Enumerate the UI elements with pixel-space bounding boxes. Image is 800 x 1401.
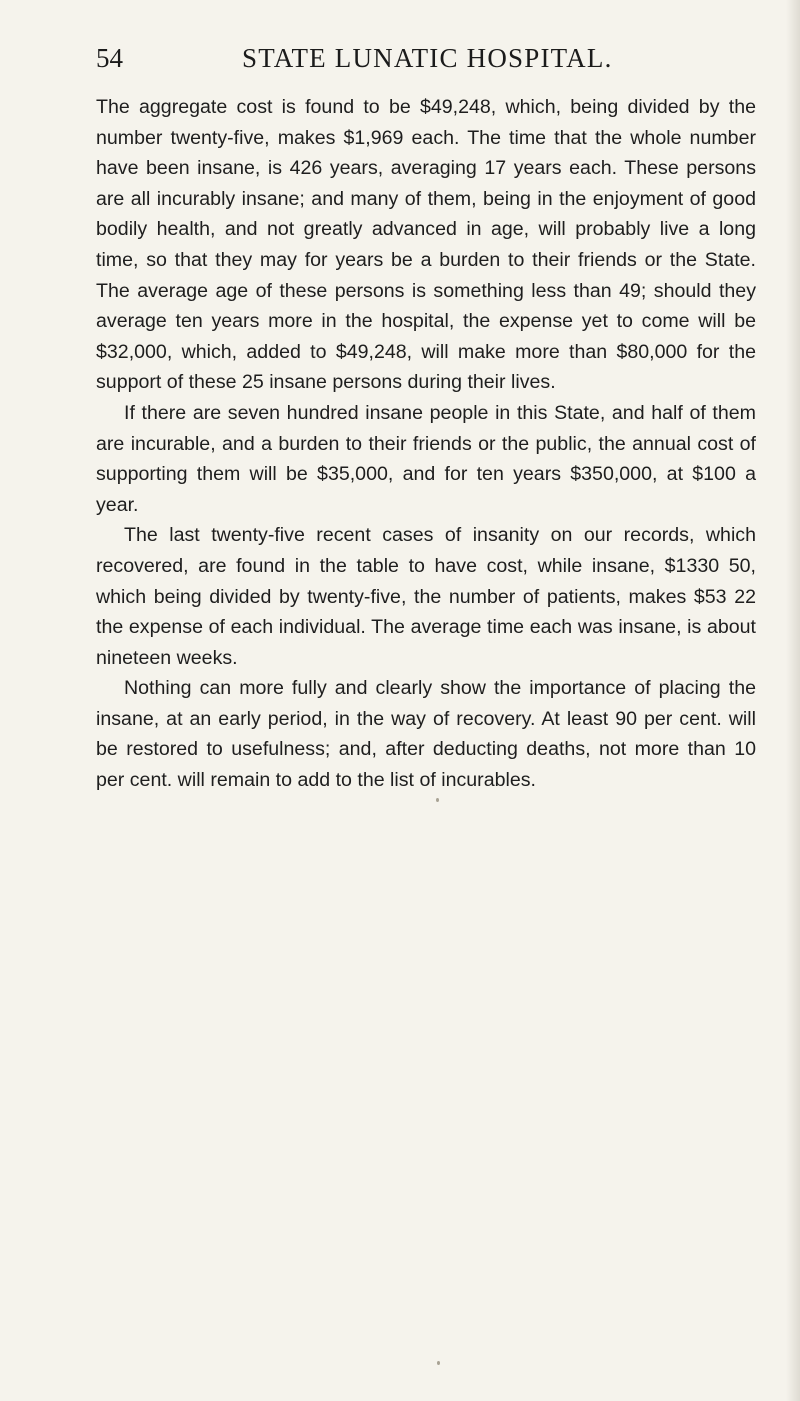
paper-speck (437, 1361, 440, 1365)
body-text (96, 92, 756, 796)
page-number: 54 (96, 43, 123, 73)
running-title: STATE LUNATIC HOSPITAL. (242, 43, 613, 73)
paper-speck (436, 798, 439, 802)
paragraph-4: Nothing can more fully and clearly show the importance of placing the insane, at an early period, in the way of recovery. At least 90 per cent. will be restored to usefulness; and, after deducting deaths, not more than 10 per cent. will remain to add to the list of incurables. (96, 677, 756, 792)
paragraph-1: The aggregate cost is found to be $49,248, which, being divided by the number twenty-five, makes $1,969 each. The time that the whole number have been insane, is 426 years, averaging 17 years each. These persons are all incurably insane; and many of them, being in the enjoyment of good bodily health, and not greatly advanced in age, will probably live a long time, so that they may for years be a burden to their friends or the State. The average age of these persons is something less than 49; should they average ten years more in the hospital, the expense yet to come will be $32,000, which, added to $49,248, will make more than $80,000 for the support of these 25 insane persons during their lives. (96, 96, 756, 394)
page-header (96, 38, 736, 78)
paragraph-3: The last twenty-five recent cases of insanity on our records, which recovered, are found in the table to have cost, while insane, $1330 50, which being divided by twenty-five, the number of patients, makes $53 22 the expense of each individual. The average time each was insane, is about nineteen weeks. (96, 524, 756, 669)
paragraph-2: If there are seven hundred insane people in this State, and half of them are incurable, and a burden to their friends or the public, the annual cost of supporting them will be $35,000, and for ten years $350,000, at $100 a year. (96, 401, 756, 516)
page-edge-shadow (786, 0, 800, 1401)
